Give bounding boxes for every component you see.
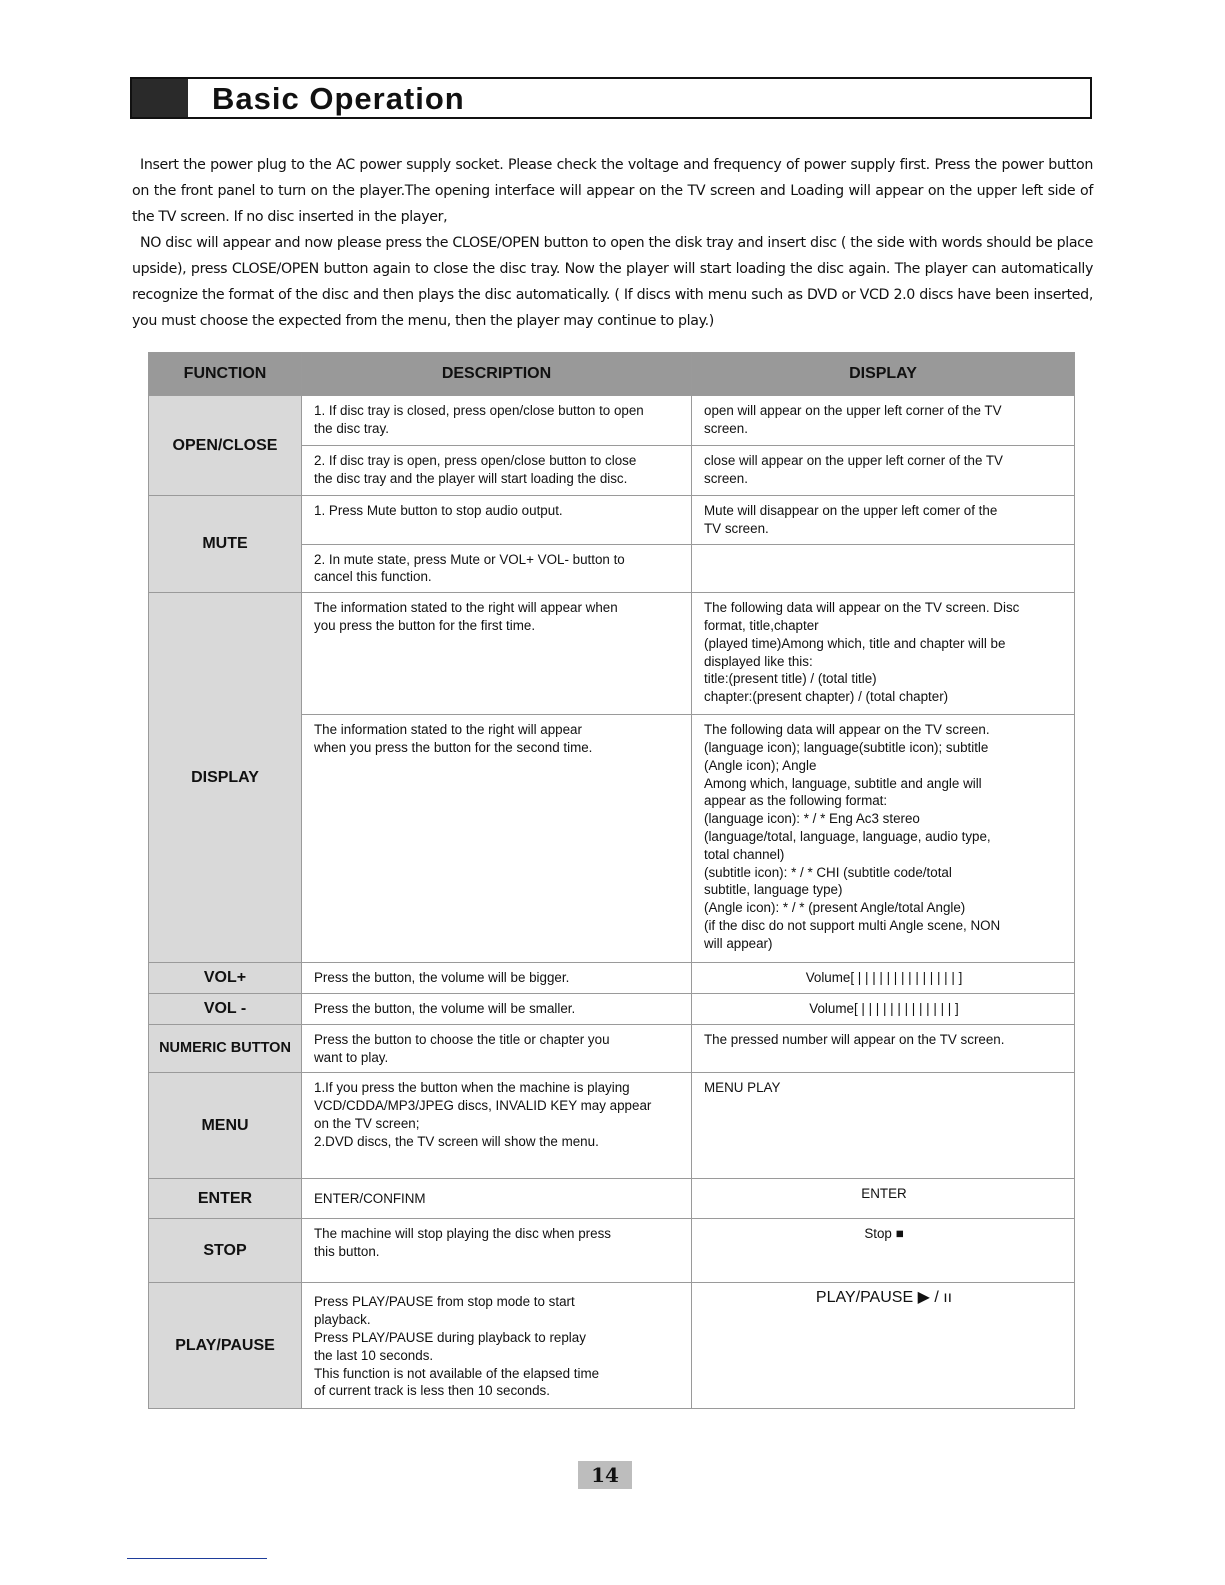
table-row bbox=[149, 496, 1075, 545]
table-row bbox=[149, 963, 1075, 994]
display-cell: MENU PLAY bbox=[692, 1073, 1075, 1179]
section-header bbox=[130, 77, 1092, 119]
display-cell: close will appear on the upper left corner of the TV screen. bbox=[692, 446, 1075, 496]
table-row bbox=[149, 593, 1075, 715]
intro-paragraph-2: NO disc will appear and now please press the CLOSE/OPEN button to open the disk tray and insert disc ( the side with words should be place upside), press CLOSE/OPEN button again to close the disc tray. Now the player will start loading the disc again. The player can automatically recognize the format of the disc and then plays the disc automatically. ( If discs with menu such as DVD or VCD 2.0 discs have been inserted, you must choose the expected from the menu, then the player may continue to play.) bbox=[132, 235, 1093, 329]
table-header-row bbox=[149, 353, 1075, 396]
table-row bbox=[149, 1073, 1075, 1179]
description-cell: 2. In mute state, press Mute or VOL+ VOL- button to cancel this function. bbox=[302, 544, 692, 593]
footer-rule bbox=[127, 1558, 267, 1559]
description-cell: Press PLAY/PAUSE from stop mode to start playback. Press PLAY/PAUSE during playback to replay the last 10 seconds. This function is not available of the elapsed time of current track is less then 10 seconds. bbox=[302, 1283, 692, 1409]
page-number: 14 bbox=[578, 1461, 632, 1489]
description-cell: 1.If you press the button when the machine is playing VCD/CDDA/MP3/JPEG discs, INVALID KEY may appear on the TV screen; 2.DVD discs, the TV screen will show the menu. bbox=[302, 1073, 692, 1179]
table-row bbox=[149, 1024, 1075, 1073]
display-cell: Volume[ | | | | | | | | | | | | | | ] bbox=[692, 963, 1075, 994]
function-menu: MENU bbox=[149, 1073, 302, 1179]
description-cell: The information stated to the right will appear when you press the button for the second time. bbox=[302, 715, 692, 963]
function-table bbox=[148, 352, 1075, 1409]
function-mute: MUTE bbox=[149, 496, 302, 593]
description-cell: ENTER/CONFINM bbox=[302, 1179, 692, 1219]
intro-text bbox=[132, 152, 1093, 334]
table-row bbox=[149, 1283, 1075, 1409]
table-row bbox=[149, 993, 1075, 1024]
display-cell: Stop ■ bbox=[692, 1219, 1075, 1283]
table-row bbox=[149, 1179, 1075, 1219]
function-display: DISPLAY bbox=[149, 593, 302, 963]
display-cell: PLAY/PAUSE ▶ / ıı bbox=[692, 1283, 1075, 1409]
description-cell: 2. If disc tray is open, press open/close button to close the disc tray and the player will start loading the disc. bbox=[302, 446, 692, 496]
function-vol-up: VOL+ bbox=[149, 963, 302, 994]
function-stop: STOP bbox=[149, 1219, 302, 1283]
function-open-close: OPEN/CLOSE bbox=[149, 396, 302, 496]
description-cell: Press the button, the volume will be smaller. bbox=[302, 993, 692, 1024]
table-row bbox=[149, 396, 1075, 446]
display-cell: The pressed number will appear on the TV screen. bbox=[692, 1024, 1075, 1073]
function-vol-down: VOL - bbox=[149, 993, 302, 1024]
header-block bbox=[132, 79, 188, 117]
header-description: DESCRIPTION bbox=[302, 353, 692, 396]
function-play-pause: PLAY/PAUSE bbox=[149, 1283, 302, 1409]
display-cell: ENTER bbox=[692, 1179, 1075, 1219]
description-cell: The information stated to the right will appear when you press the button for the first time. bbox=[302, 593, 692, 715]
function-numeric-button: NUMERIC BUTTON bbox=[149, 1024, 302, 1073]
display-cell: Mute will disappear on the upper left comer of the TV screen. bbox=[692, 496, 1075, 545]
table-row bbox=[149, 1219, 1075, 1283]
display-cell: open will appear on the upper left corner of the TV screen. bbox=[692, 396, 1075, 446]
description-cell: Press the button, the volume will be bigger. bbox=[302, 963, 692, 994]
header-display: DISPLAY bbox=[692, 353, 1075, 396]
description-cell: 1. Press Mute button to stop audio output. bbox=[302, 496, 692, 545]
display-cell: The following data will appear on the TV screen. Disc format, title,chapter (played time)Among which, title and chapter will be displayed like this: title:(present title) / (total title) chapter:(present chapter) / (total chapter) bbox=[692, 593, 1075, 715]
description-cell: 1. If disc tray is closed, press open/close button to open the disc tray. bbox=[302, 396, 692, 446]
function-enter: ENTER bbox=[149, 1179, 302, 1219]
header-function: FUNCTION bbox=[149, 353, 302, 396]
description-cell: Press the button to choose the title or chapter you want to play. bbox=[302, 1024, 692, 1073]
description-cell: The machine will stop playing the disc when press this button. bbox=[302, 1219, 692, 1283]
intro-paragraph-1: Insert the power plug to the AC power supply socket. Please check the voltage and frequency of power supply first. Press the power button on the front panel to turn on the player.The opening interface will appear on the TV screen and Loading will appear on the upper left side of the TV screen. If no disc inserted in the player, bbox=[132, 157, 1093, 225]
display-cell-empty bbox=[692, 544, 1075, 593]
display-cell: Volume[ | | | | | | | | | | | | | ] bbox=[692, 993, 1075, 1024]
display-cell: The following data will appear on the TV screen. (language icon); language(subtitle icon); subtitle (Angle icon); Angle Among which, language, subtitle and angle will appear as the following format: (language icon): * / * Eng Ac3 stereo (language/total, language, language, audio type, total channel) (subtitle icon): * / * CHI (subtitle code/total subtitle, language type) (Angle icon): * / * (present Angle/total Angle) (if the disc do not support multi Angle scene, NON will appear) bbox=[692, 715, 1075, 963]
page-title: Basic Operation bbox=[212, 81, 465, 116]
